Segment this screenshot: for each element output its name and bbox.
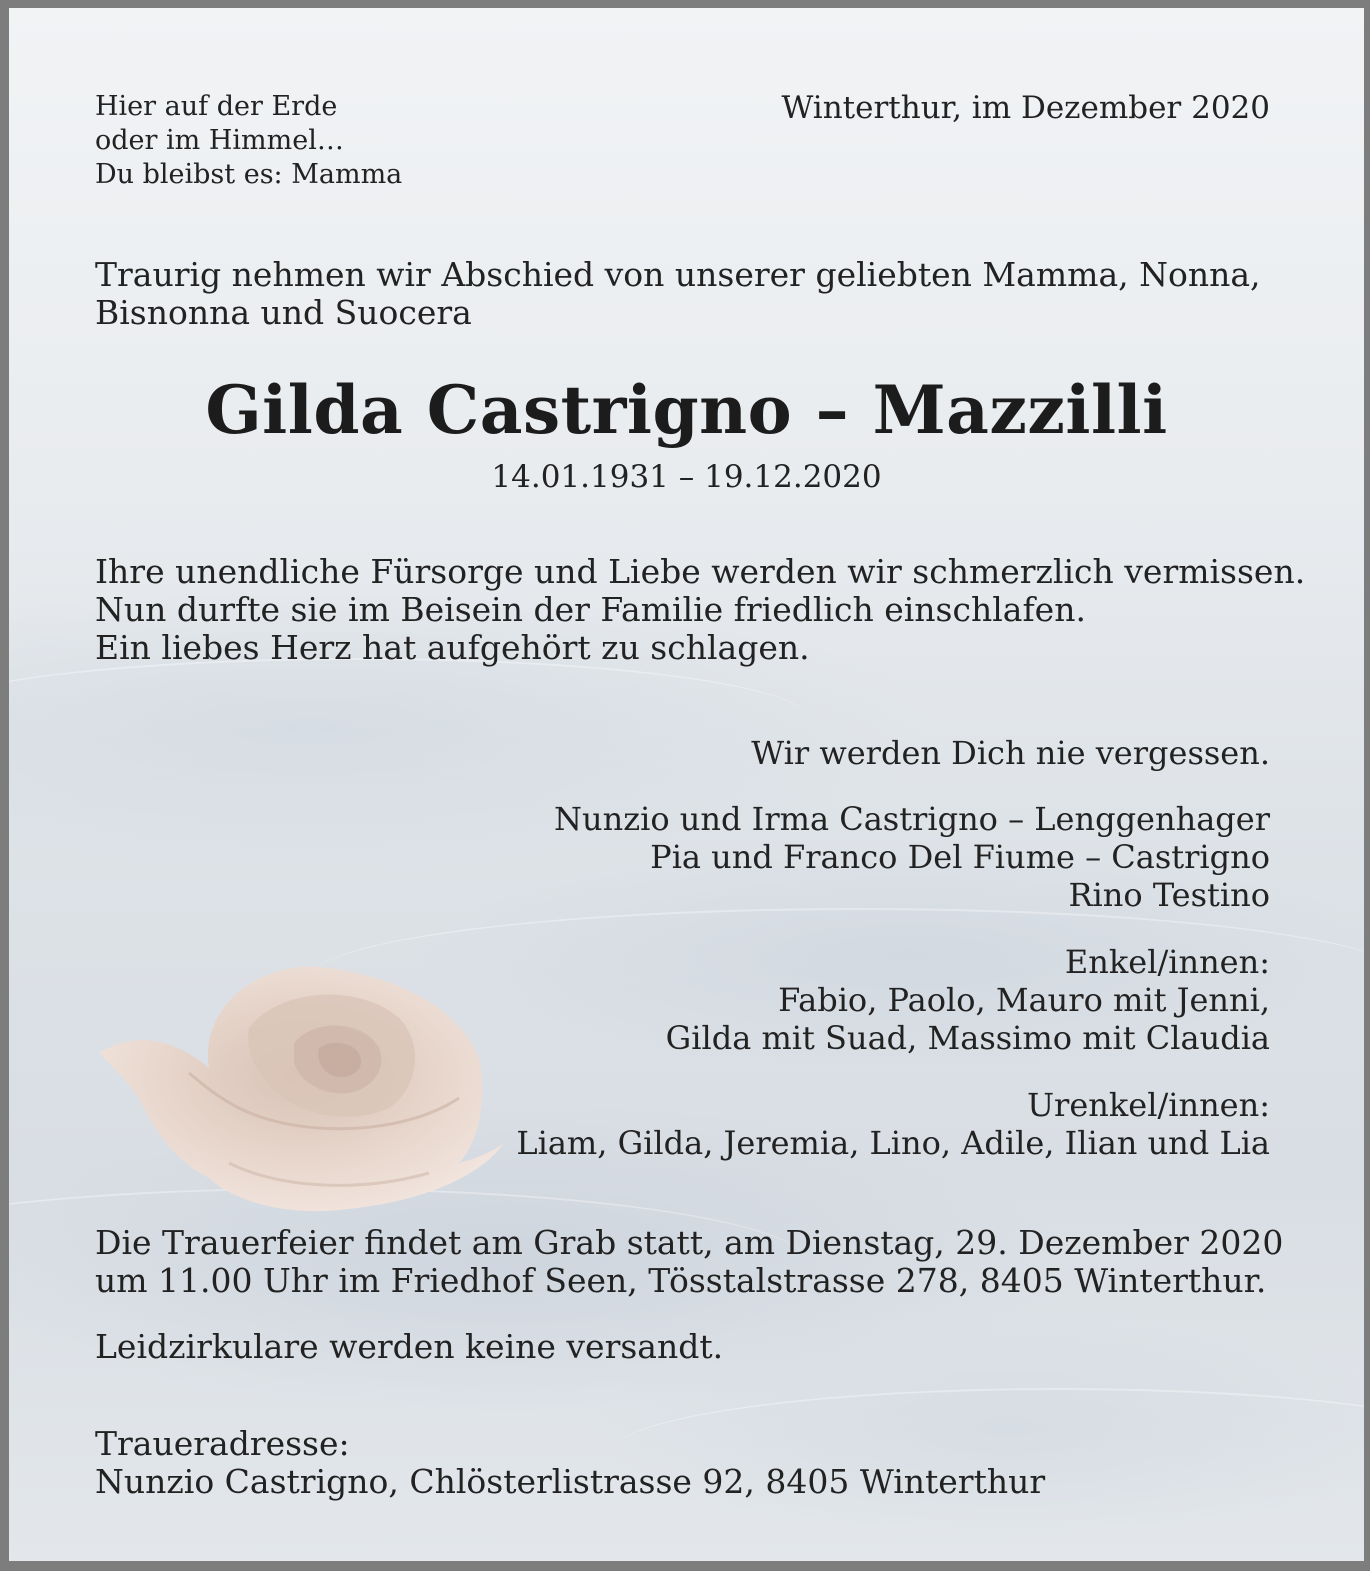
intro-line: Bisnonna und Suocera	[95, 293, 472, 332]
great-grandchildren-list: Liam, Gilda, Jeremia, Lino, Adile, Ilian und Lia	[516, 1124, 1270, 1162]
grandchildren-heading: Enkel/innen:	[1064, 943, 1270, 981]
memorial-line: Ihre unendliche Fürsorge und Liebe werden wir schmerzlich vermissen.	[95, 552, 1306, 591]
motto-line: oder im Himmel…	[95, 125, 344, 156]
place-date: Winterthur, im Dezember 2020	[781, 90, 1270, 126]
motto-line: Du bleibst es: Mamma	[95, 159, 403, 190]
funeral-line: um 11.00 Uhr im Friedhof Seen, Tösstalstrasse 278, 8405 Winterthur.	[95, 1261, 1267, 1300]
family-member: Pia und Franco Del Fiume – Castrigno	[650, 838, 1270, 876]
never-forget-text: Wir werden Dich nie vergessen.	[751, 734, 1270, 772]
funeral-info	[95, 1224, 1283, 1300]
memorial-text	[95, 553, 1305, 667]
water-ripple	[9, 658, 809, 780]
obituary-page	[9, 8, 1364, 1561]
circular-note: Leidzirkulare werden keine versandt.	[95, 1327, 724, 1366]
great-grandchildren-heading: Urenkel/innen:	[1027, 1086, 1270, 1124]
grandchildren-line: Fabio, Paolo, Mauro mit Jenni,	[778, 981, 1270, 1019]
family-member: Rino Testino	[1068, 876, 1270, 914]
family-list	[554, 800, 1270, 914]
deceased-name: Gilda Castrigno – Mazzilli	[205, 371, 1168, 449]
intro-line: Traurig nehmen wir Abschied von unserer geliebten Mamma, Nonna,	[95, 255, 1261, 294]
intro-text	[95, 256, 1261, 332]
grandchildren-list	[666, 981, 1270, 1057]
mourning-address: Nunzio Castrigno, Chlösterlistrasse 92, 8405 Winterthur	[95, 1462, 1046, 1501]
motto-line: Hier auf der Erde	[95, 91, 338, 122]
life-dates: 14.01.1931 – 19.12.2020	[491, 459, 882, 495]
funeral-line: Die Trauerfeier findet am Grab statt, am Dienstag, 29. Dezember 2020	[95, 1223, 1284, 1262]
memorial-line: Nun durfte sie im Beisein der Familie friedlich einschlafen.	[95, 590, 1086, 629]
memorial-line: Ein liebes Herz hat aufgehört zu schlagen.	[95, 628, 810, 667]
rose-image	[79, 948, 519, 1228]
grandchildren-line: Gilda mit Suad, Massimo mit Claudia	[665, 1019, 1270, 1057]
family-member: Nunzio und Irma Castrigno – Lenggenhager	[554, 800, 1270, 838]
motto	[95, 90, 402, 192]
address-heading: Traueradresse:	[95, 1424, 350, 1463]
